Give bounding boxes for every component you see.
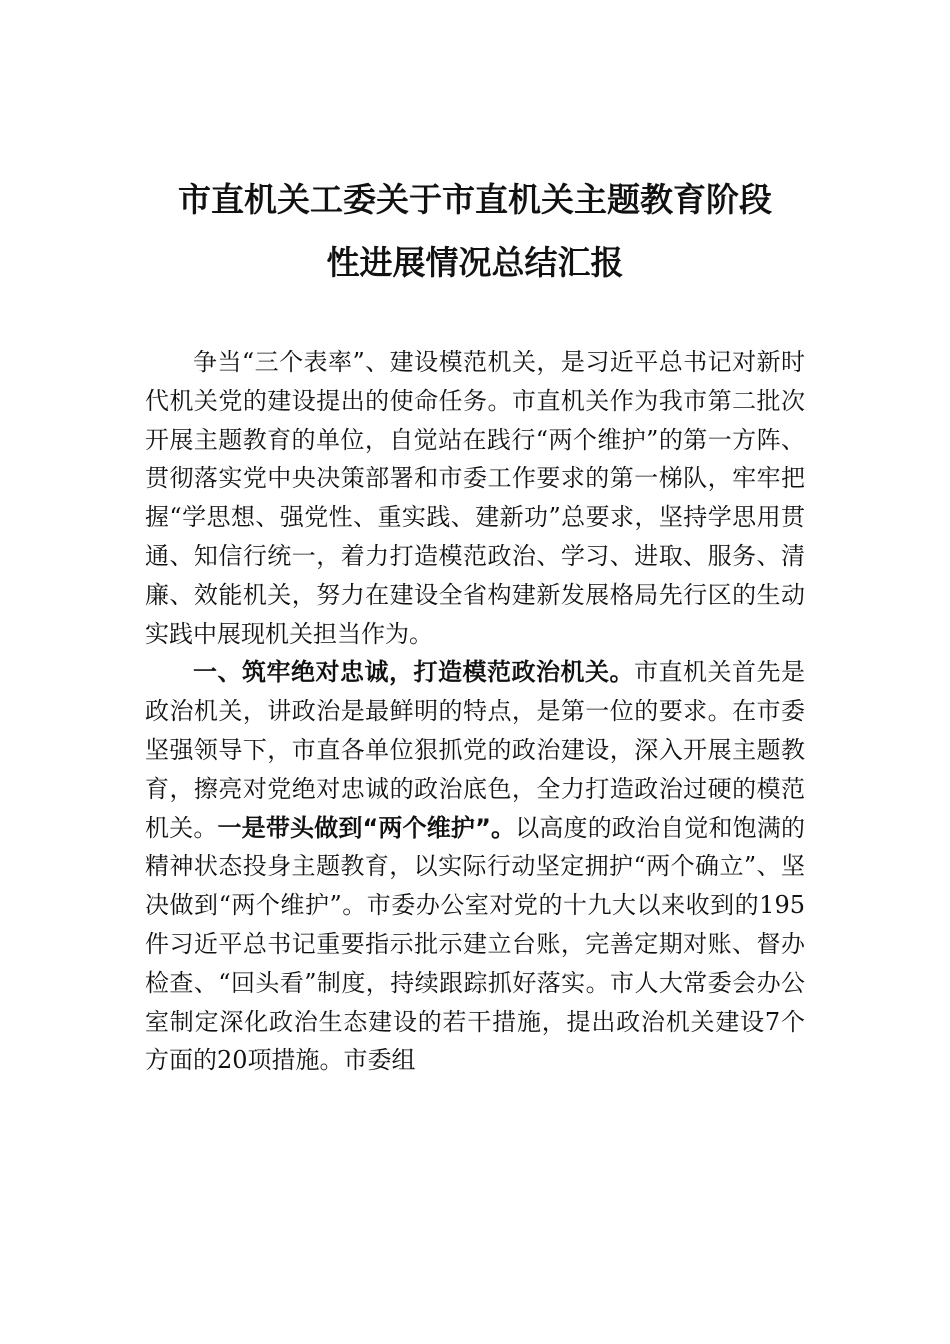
section-1-paragraph: [145, 653, 805, 1080]
section-1-heading: 一、筑牢绝对忠诚，打造模范政治机关。: [193, 658, 634, 687]
document-title: [145, 168, 805, 294]
title-line-1: 市直机关工委关于市直机关主题教育阶段: [178, 180, 772, 219]
section-1-text-b: 以高度的政治自觉和饱满的精神状态投身主题教育，以实际行动坚定拥护“两个确立”、坚决做到“两个维护”。市委办公室对党的十九大以来收到的195件习近平总书记重要指示批示建立台账，完善定期对账、督办检查、“回头看”制度，持续跟踪抓好落实。市人大常委会办公室制定深化政治生态建设的若干措施，提出政治机关建设7个方面的20项措施。市委组: [145, 813, 806, 1075]
document-body: [145, 343, 805, 1080]
intro-paragraph: 争当“三个表率”、建设模范机关，是习近平总书记对新时代机关党的建设提出的使命任务。市直机关作为我市第二批次开展主题教育的单位，自觉站在践行“两个维护”的第一方阵、贯彻落实党中央决策部署和市委工作要求的第一梯队，牢牢把握“学思想、强党性、重实践、建新功”总要求，坚持学思用贯通、知信行统一，着力打造模范政治、学习、进取、服务、清廉、效能机关，努力在建设全省构建新发展格局先行区的生动实践中展现机关担当作为。: [145, 348, 805, 648]
section-1-subheading: 一是带头做到“两个维护”。: [217, 813, 516, 842]
title-line-2: 性进展情况总结汇报: [326, 243, 624, 282]
section-1-text-a: 市直机关首先是政治机关，讲政治是最鲜明的特点，是第一位的要求。在市委坚强领导下，市直各单位狠抓党的政治建设，深入开展主题教育，擦亮对党绝对忠诚的政治底色，全力打造政治过硬的模范机关。: [145, 658, 805, 842]
